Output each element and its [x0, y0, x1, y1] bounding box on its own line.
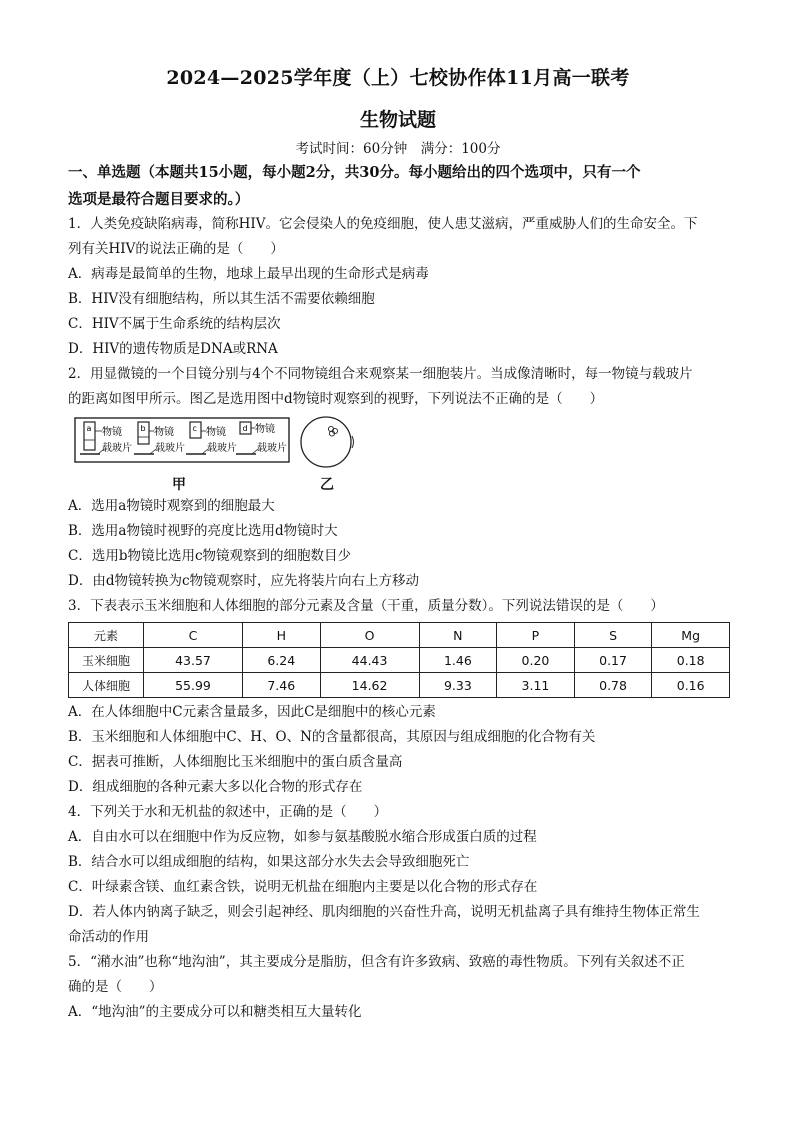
question-5-stem-line-1: 5．“潲水油”也称“地沟油”，其主要成分是脂肪，但含有许多致病、致癌的毒性物质。下列有关叙述不正 [68, 954, 685, 970]
table-header-cell: P [497, 623, 575, 648]
question-1 [68, 212, 728, 362]
table-cell: 0.78 [574, 673, 652, 698]
figure-label-yi: 乙 [320, 477, 334, 493]
question-1-option-b: B．HIV没有细胞结构，所以其生活不需要依赖细胞 [68, 291, 375, 307]
objective-a [80, 422, 132, 454]
objective-label-d: 物镜 [255, 424, 275, 435]
question-3-option-d: D．组成细胞的各种元素大多以化合物的形式存在 [68, 779, 363, 795]
objective-label-b: 物镜 [154, 427, 174, 438]
exam-info: 考试时间：60分钟 满分：100分 [295, 141, 501, 157]
element-content-table [68, 622, 730, 698]
question-2-stem-line-2: 的距离如图甲所示。图乙是选用图中d物镜时观察到的视野，下列说法不正确的是（ ） [68, 391, 604, 407]
figure-label-jia: 甲 [172, 477, 186, 493]
table-header-cell: S [574, 623, 652, 648]
question-1-stem-line-2: 列有关HIV的说法正确的是（ ） [68, 241, 284, 257]
question-2-option-a: A．选用a物镜时观察到的细胞最大 [68, 498, 275, 514]
question-2-option-c: C．选用b物镜比选用c物镜观察到的细胞数目少 [68, 548, 352, 564]
table-cell: 6.24 [242, 648, 320, 673]
section-heading-line-2: 选项是最符合题目要求的。） [68, 191, 250, 208]
table-cell: 14.62 [320, 673, 419, 698]
question-2-stem-line-1: 2．用显微镜的一个目镜分别与4个不同物镜组合来观察某一细胞装片。当成像清晰时，每一物镜与载玻片 [68, 366, 693, 382]
exam-page [68, 66, 728, 1025]
question-5-option-a: A．“地沟油”的主要成分可以和糖类相互大量转化 [68, 1004, 362, 1020]
slide-label-c: 载玻片 [207, 443, 237, 454]
lens-label-a: a [86, 424, 92, 433]
table-header-cell: N [419, 623, 497, 648]
table-cell: 0.20 [497, 648, 575, 673]
lens-label-d: d [242, 424, 248, 433]
table-cell: 0.16 [652, 673, 730, 698]
question-5-stem-line-2: 确的是（ ） [68, 979, 163, 995]
table-header-cell: 元素 [69, 623, 144, 648]
table-cell: 44.43 [320, 648, 419, 673]
table-cell: 7.46 [242, 673, 320, 698]
question-4 [68, 800, 728, 950]
table-cell: 人体细胞 [69, 673, 144, 698]
objective-b [134, 422, 185, 454]
slide-label-d: 载玻片 [257, 443, 287, 454]
objective-label-c: 物镜 [206, 427, 226, 438]
table-cell: 3.11 [497, 673, 575, 698]
objective-c [186, 422, 237, 454]
exam-subtitle: 生物试题 [359, 109, 436, 131]
table-cell: 43.57 [144, 648, 243, 673]
question-1-option-c: C．HIV不属于生命系统的结构层次 [68, 316, 281, 332]
question-2-option-b: B．选用a物镜时视野的亮度比选用d物镜时大 [68, 523, 338, 539]
table-header-cell: H [242, 623, 320, 648]
question-4-option-c: C．叶绿素含镁、血红素含铁，说明无机盐在细胞内主要是以化合物的形式存在 [68, 879, 538, 895]
table-cell: 1.46 [419, 648, 497, 673]
exam-title: 2024—2025学年度（上）七校协作体11月高一联考 [166, 67, 630, 89]
table-row [69, 648, 730, 673]
lens-label-c: c [192, 424, 197, 433]
field-of-view-diagram [298, 412, 358, 472]
table-header-cell: C [144, 623, 243, 648]
table-cell: 9.33 [419, 673, 497, 698]
question-1-option-d: D．HIV的遗传物质是DNA或RNA [68, 341, 278, 357]
question-2-option-d: D．由d物镜转换为c物镜观察时，应先将装片向右上方移动 [68, 573, 420, 589]
question-1-stem-line-1: 1．人类免疫缺陷病毒，简称HIV。它会侵染人的免疫细胞，使人患艾滋病，严重威胁人们的生命安全。下 [68, 216, 698, 232]
question-4-option-d-continued: 命活动的作用 [68, 929, 149, 945]
table-header-cell: Mg [652, 623, 730, 648]
objective-d [236, 422, 287, 454]
question-2 [68, 362, 728, 594]
question-3-option-c: C．据表可推断，人体细胞比玉米细胞中的蛋白质含量高 [68, 754, 403, 770]
question-4-option-b: B．结合水可以组成细胞的结构，如果这部分水失去会导致细胞死亡 [68, 854, 470, 870]
question-3-option-b: B．玉米细胞和人体细胞中C、H、O、N的含量都很高，其原因与组成细胞的化合物有关 [68, 729, 596, 745]
microscope-figure [68, 412, 728, 494]
slide-label-a: 载玻片 [102, 443, 132, 454]
slide-label-b: 载玻片 [155, 443, 185, 454]
question-4-option-a: A．自由水可以在细胞中作为反应物，如参与氨基酸脱水缩合形成蛋白质的过程 [68, 829, 537, 845]
table-cell: 0.18 [652, 648, 730, 673]
table-header-row [69, 623, 730, 648]
table-row [69, 673, 730, 698]
table-cell: 玉米细胞 [69, 648, 144, 673]
lens-label-b: b [140, 424, 146, 433]
table-header-cell: O [320, 623, 419, 648]
table-cell: 0.17 [574, 648, 652, 673]
question-3 [68, 594, 728, 800]
objective-label-a: 物镜 [102, 427, 122, 438]
question-5 [68, 950, 728, 1025]
question-4-stem: 4．下列关于水和无机盐的叙述中，正确的是（ ） [68, 804, 388, 820]
question-3-option-a: A．在人体细胞中C元素含量最多，因此C是细胞中的核心元素 [68, 704, 436, 720]
cell-cluster [328, 426, 337, 436]
question-4-option-d: D．若人体内钠离子缺乏，则会引起神经、肌肉细胞的兴奋性升高，说明无机盐离子具有维持生物体正常生 [68, 904, 700, 920]
table-cell: 55.99 [144, 673, 243, 698]
question-1-option-a: A．病毒是最简单的生物，地球上最早出现的生命形式是病毒 [68, 266, 429, 282]
section-heading-line-1: 一、单选题（本题共15小题，每小题2分，共30分。每小题给出的四个选项中，只有一个 [68, 164, 641, 181]
question-3-stem: 3．下表表示玉米细胞和人体细胞的部分元素及含量（干重，质量分数）。下列说法错误的是（ ） [68, 598, 664, 614]
